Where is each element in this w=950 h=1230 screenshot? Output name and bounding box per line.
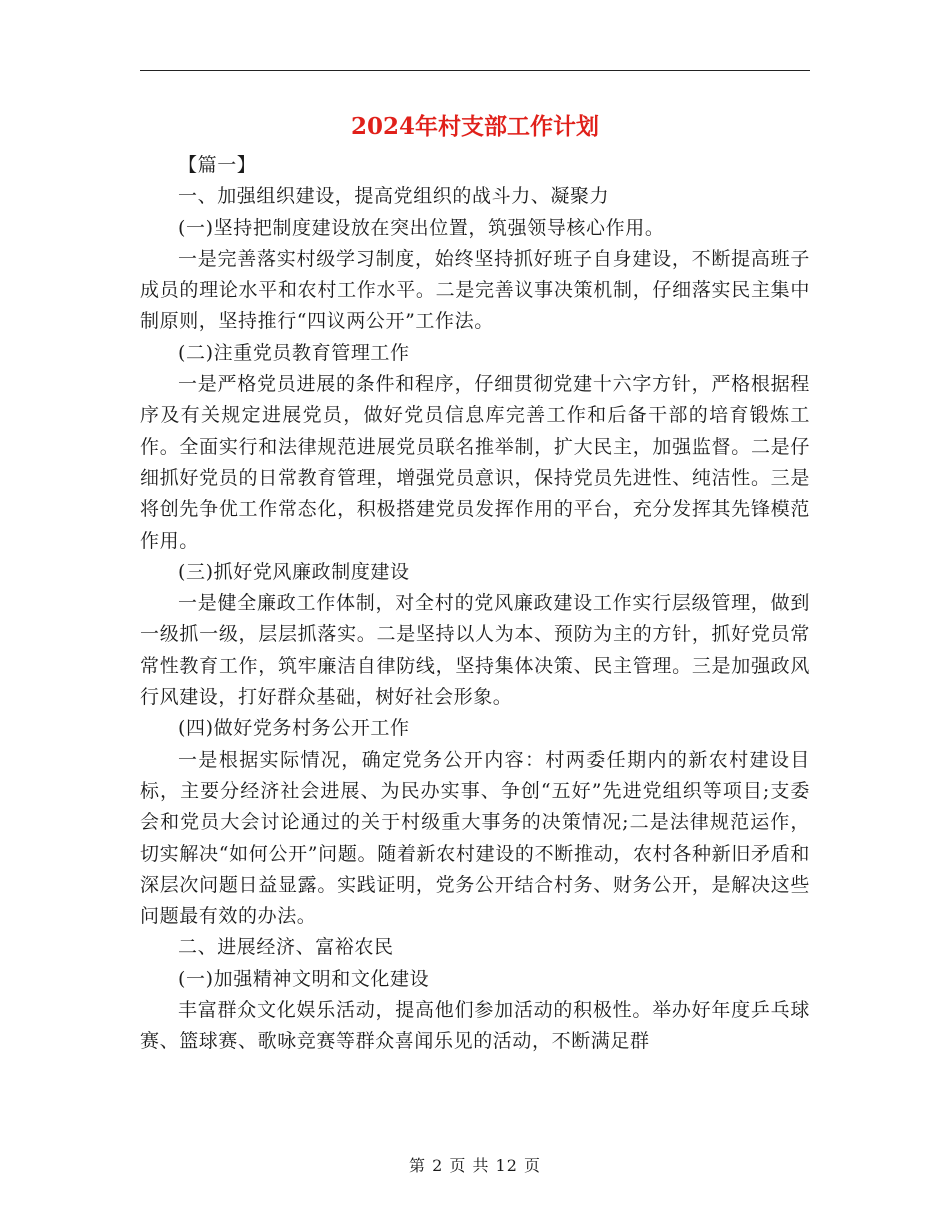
- paragraph: 一是根据实际情况，确定党务公开内容：村两委任期内的新农村建设目标，主要分经济社会进展、为民办实事、争创“五好”先进党组织等项目;支委会和党员大会讨论通过的关于村级重大事务的决策情况;二是法律规范运作，切实解决“如何公开”问题。随着新农村建设的不断推动，农村各种新旧矛盾和深层次问题日益显露。实践证明，党务公开结合村务、财务公开，是解决这些问题最有效的办法。: [140, 748, 810, 928]
- subheading-1-4: (四)做好党务村务公开工作: [178, 717, 410, 740]
- subheading-1-1: (一)坚持把制度建设放在突出位置，筑强领导核心作用。: [178, 216, 665, 239]
- paragraph: 一是健全廉政工作体制，对全村的党风廉政建设工作实行层级管理，做到一级抓一级，层层抓落实。二是坚持以人为本、预防为主的方针，抓好党员常常性教育工作，筑牢廉洁自律防线，坚持集体决策、民主管理。三是加强政风行风建设，打好群众基础，树好社会形象。: [140, 592, 810, 709]
- heading-section-1: 一、加强组织建设，提高党组织的战斗力、凝聚力: [178, 185, 610, 208]
- page-number: 第 2 页 共 12 页: [409, 1156, 541, 1175]
- paragraph: 一是严格党员进展的条件和程序，仔细贯彻党建十六字方针，严格根据程序及有关规定进展党员，做好党员信息库完善工作和后备干部的培育锻炼工作。全面实行和法律规范进展党员联名推举制，扩大民主，加强监督。二是仔细抓好党员的日常教育管理，增强党员意识，保持党员先进性、纯洁性。三是将创先争优工作常态化，积极搭建党员发挥作用的平台，充分发挥其先锋模范作用。: [140, 373, 810, 552]
- paragraph: 一是完善落实村级学习制度，始终坚持抓好班子自身建设，不断提高班子成员的理论水平和农村工作水平。二是完善议事决策机制，仔细落实民主集中制原则，坚持推行“四议两公开”工作法。: [140, 247, 810, 333]
- subheading-1-2: (二)注重党员教育管理工作: [178, 341, 410, 364]
- section-marker: 【篇一】: [178, 154, 257, 176]
- paragraph: 丰富群众文化娱乐活动，提高他们参加活动的积极性。举办好年度乒乓球赛、篮球赛、歌咏竞赛等群众喜闻乐见的活动，不断满足群: [140, 999, 810, 1053]
- header-rule: [140, 70, 810, 71]
- subheading-2-1: (一)加强精神文明和文化建设: [178, 967, 430, 990]
- document-body: [140, 150, 810, 1058]
- subheading-1-3: (三)抓好党风廉政制度建设: [178, 560, 410, 583]
- document-title: 2024年村支部工作计划: [350, 113, 599, 140]
- heading-section-2: 二、进展经济、富裕农民: [178, 936, 394, 959]
